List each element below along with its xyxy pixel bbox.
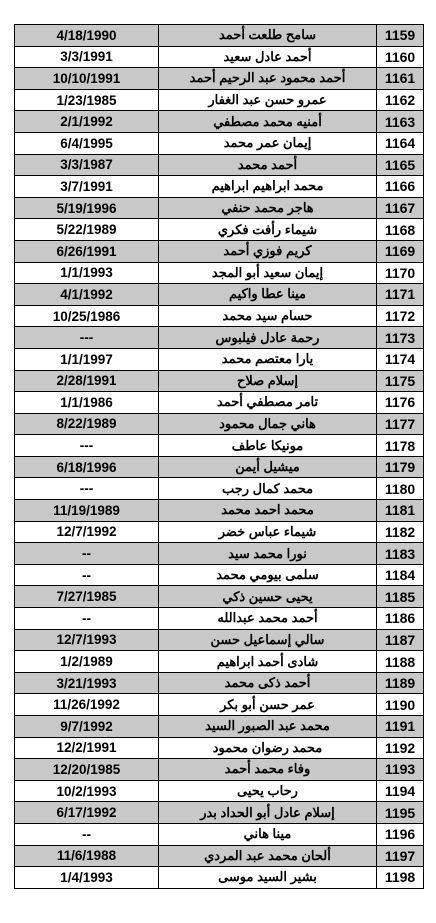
table-row [15,823,424,845]
name-cell: بشير السيد موسى [159,867,377,889]
date-cell: 3/3/1987 [15,154,159,176]
table-row [15,89,424,111]
table-row [15,716,424,738]
name-cell: عمرو حسن عبد الغفار [159,89,377,111]
table-row [15,867,424,889]
number-cell: 1198 [377,867,424,889]
table-row [15,629,424,651]
table-row [15,672,424,694]
number-cell: 1194 [377,780,424,802]
table-row [15,46,424,68]
number-cell: 1195 [377,802,424,824]
number-cell: 1171 [377,284,424,306]
number-cell: 1161 [377,68,424,90]
name-cell: مينا عطا واكيم [159,284,377,306]
date-cell: 10/10/1991 [15,68,159,90]
date-cell: 1/1/1997 [15,348,159,370]
table-row [15,197,424,219]
number-cell: 1180 [377,478,424,500]
date-cell: 1/4/1993 [15,867,159,889]
date-cell: 2/28/1991 [15,370,159,392]
date-cell: 12/20/1985 [15,759,159,781]
date-cell: 10/2/1993 [15,780,159,802]
table-row [15,845,424,867]
number-cell: 1165 [377,154,424,176]
number-cell: 1183 [377,543,424,565]
number-cell: 1179 [377,456,424,478]
name-cell: شادى أحمد ابراهيم [159,651,377,673]
name-cell: محمد احمد محمد [159,500,377,522]
number-cell: 1172 [377,305,424,327]
name-cell: ميشيل أيمن [159,456,377,478]
table-row [15,478,424,500]
table-row [15,737,424,759]
table-row [15,176,424,198]
number-cell: 1188 [377,651,424,673]
number-cell: 1177 [377,413,424,435]
name-cell: حسام سيد محمد [159,305,377,327]
date-cell: 4/1/1992 [15,284,159,306]
table-row [15,154,424,176]
date-cell: -- [15,823,159,845]
date-cell: 4/18/1990 [15,25,159,47]
date-cell: 3/7/1991 [15,176,159,198]
name-cell: إسلام عادل أبو الحداد بدر [159,802,377,824]
name-cell: محمد رضوان محمود [159,737,377,759]
date-cell: -- [15,564,159,586]
date-cell: --- [15,327,159,349]
number-cell: 1197 [377,845,424,867]
number-cell: 1173 [377,327,424,349]
table-row [15,219,424,241]
name-cell: شيماء عباس خضر [159,521,377,543]
date-cell: 1/1/1986 [15,392,159,414]
number-cell: 1196 [377,823,424,845]
number-cell: 1192 [377,737,424,759]
name-cell: نورا محمد سيد [159,543,377,565]
number-cell: 1168 [377,219,424,241]
date-cell: --- [15,478,159,500]
number-cell: 1184 [377,564,424,586]
name-cell: إسلام صلاح [159,370,377,392]
name-cell: أحمد محمد عبدالله [159,608,377,630]
date-cell: 7/27/1985 [15,586,159,608]
number-cell: 1170 [377,262,424,284]
name-cell: رحاب يحيى [159,780,377,802]
table-row [15,543,424,565]
name-cell: عمر حسن أبو بكر [159,694,377,716]
name-cell: هاجر محمد حنفي [159,197,377,219]
number-cell: 1160 [377,46,424,68]
table-row [15,456,424,478]
name-cell: مونيكا عاطف [159,435,377,457]
date-cell: 2/1/1992 [15,111,159,133]
number-cell: 1187 [377,629,424,651]
table-row [15,500,424,522]
name-cell: كريم فوزي أحمد [159,240,377,262]
name-cell: يحيى حسين ذكي [159,586,377,608]
table-row [15,694,424,716]
name-cell: أحمد محمود عبد الرحيم أحمد [159,68,377,90]
number-cell: 1163 [377,111,424,133]
name-cell: محمد عبد الصبور السيد [159,716,377,738]
number-cell: 1166 [377,176,424,198]
table-row [15,132,424,154]
table-row [15,240,424,262]
number-cell: 1162 [377,89,424,111]
table-row [15,564,424,586]
name-cell: محمد كمال رجب [159,478,377,500]
name-cell: أمنيه محمد مصطفي [159,111,377,133]
date-cell: 1/23/1985 [15,89,159,111]
table-row [15,25,424,47]
date-cell: 11/6/1988 [15,845,159,867]
date-cell: 9/7/1992 [15,716,159,738]
date-cell: 3/3/1991 [15,46,159,68]
date-cell: 6/26/1991 [15,240,159,262]
date-cell: --- [15,435,159,457]
date-cell: 1/2/1989 [15,651,159,673]
name-cell: أحمد عادل سعيد [159,46,377,68]
number-cell: 1185 [377,586,424,608]
name-cell: سالي إسماعيل حسن [159,629,377,651]
table-row [15,802,424,824]
number-cell: 1182 [377,521,424,543]
date-cell: 1/1/1993 [15,262,159,284]
name-cell: يارا معتصم محمد [159,348,377,370]
date-cell: 11/26/1992 [15,694,159,716]
date-cell: 5/22/1989 [15,219,159,241]
number-cell: 1175 [377,370,424,392]
table-row [15,348,424,370]
name-cell: أحمد محمد [159,154,377,176]
number-cell: 1159 [377,25,424,47]
number-cell: 1191 [377,716,424,738]
table-row [15,111,424,133]
date-cell: 8/22/1989 [15,413,159,435]
number-cell: 1189 [377,672,424,694]
name-cell: تامر مصطفي أحمد [159,392,377,414]
number-cell: 1190 [377,694,424,716]
number-cell: 1186 [377,608,424,630]
date-cell: 6/4/1995 [15,132,159,154]
date-cell: -- [15,543,159,565]
table-row [15,435,424,457]
table-row [15,608,424,630]
registry-table-body [15,25,424,889]
date-cell: -- [15,608,159,630]
table-row [15,327,424,349]
number-cell: 1167 [377,197,424,219]
date-cell: 12/7/1992 [15,521,159,543]
name-cell: هاني جمال محمود [159,413,377,435]
date-cell: 12/2/1991 [15,737,159,759]
table-row [15,651,424,673]
name-cell: رحمة عادل فيلبوس [159,327,377,349]
name-cell: وفاء محمد أحمد [159,759,377,781]
number-cell: 1178 [377,435,424,457]
table-row [15,413,424,435]
number-cell: 1193 [377,759,424,781]
name-cell: سلمى بيومي محمد [159,564,377,586]
table-row [15,68,424,90]
table-row [15,392,424,414]
date-cell: 10/25/1986 [15,305,159,327]
name-cell: ألحان محمد عبد المردي [159,845,377,867]
name-cell: شيماء رأفت فكري [159,219,377,241]
table-row [15,284,424,306]
name-cell: أحمد ذكى محمد [159,672,377,694]
name-cell: محمد ابراهيم ابراهيم [159,176,377,198]
name-cell: مينا هاني [159,823,377,845]
date-cell: 6/17/1992 [15,802,159,824]
number-cell: 1174 [377,348,424,370]
date-cell: 5/19/1996 [15,197,159,219]
name-cell: إيمان عمر محمد [159,132,377,154]
number-cell: 1176 [377,392,424,414]
name-cell: سامح طلعت أحمد [159,25,377,47]
date-cell: 6/18/1996 [15,456,159,478]
name-cell: إيمان سعيد أبو المجد [159,262,377,284]
table-row [15,262,424,284]
date-cell: 12/7/1993 [15,629,159,651]
table-row [15,305,424,327]
date-cell: 11/19/1989 [15,500,159,522]
table-row [15,586,424,608]
table-row [15,759,424,781]
number-cell: 1169 [377,240,424,262]
table-row [15,370,424,392]
date-cell: 3/21/1993 [15,672,159,694]
number-cell: 1164 [377,132,424,154]
registry-table [14,24,424,889]
table-row [15,780,424,802]
number-cell: 1181 [377,500,424,522]
table-row [15,521,424,543]
